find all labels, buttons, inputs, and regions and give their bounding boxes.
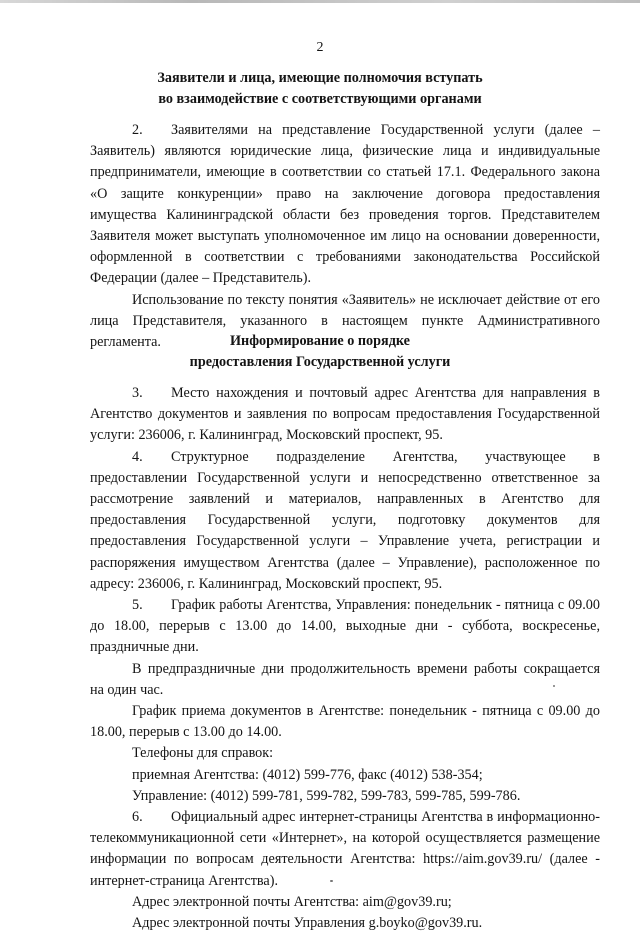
page-number: 2 — [316, 40, 324, 55]
paragraph-3: 3. Место нахождения и почтовый адрес Агентства для направления в Агентство документов и заявления по вопросам предоставления Государственной услуги: 236006, г. Калининград, Московский проспект, 95. — [90, 385, 600, 444]
paragraph-representative: Использование по тексту понятия «Заявитель» не исключает действие от его лица Представителя, указанного в настоящем пункте Административного регламента. — [90, 291, 600, 351]
section-body-information — [90, 383, 600, 934]
phone-department: Управление: (4012) 599-781, 599-782, 599-783, 599-785, 599-786. — [132, 787, 521, 804]
section-body-applicants — [90, 120, 600, 353]
scan-speck — [553, 685, 555, 687]
scan-edge-mark — [0, 0, 640, 3]
paragraph-5: 5. График работы Агентства, Управления: понедельник - пятница с 09.00 до 18.00, перерыв с 13.00 до 14.00, выходные дни - суббота, воскресенье, праздничные дни. — [90, 597, 600, 656]
phone-reception: приемная Агентства: (4012) 599-776, факс (4012) 538-354; — [132, 766, 483, 783]
paragraph-4: 4. Структурное подразделение Агентства, участвующее в предоставлении Государственной услуги и непосредственно ответственное за рассмотрение заявлений и материалов, направленных в Агентство для предоставления Государственной услуги, подготовку документов для предоставления Государственной услуги – Управление учета, регистрации и распоряжения имуществом Агентства (далее – Управление), расположенное по адресу: 236006, г. Калининград, Московский проспект, 95. — [90, 448, 600, 592]
paragraph-2: 2. Заявителями на представление Государственной услуги (далее – Заявитель) являются юридические лица, физические лица и индивидуальные предприниматели, имеющие в соответствии со статьей 17.1. Федерального закона «О защите конкуренции» право на заключение договора предоставления имущества Калининградской области без проведения торгов. Представителем Заявителя может выступать уполномоченное им лицо на основании доверенности, оформленной в соответствии с требованиями законодательства Российской Федерации (далее – Представитель). — [90, 122, 600, 287]
scan-speck — [330, 880, 333, 882]
section-heading-information — [0, 331, 640, 373]
paragraph-pre-holiday: В предпраздничные дни продолжительность времени работы сокращается на один час. — [90, 660, 600, 698]
phones-label: Телефоны для справок: — [132, 745, 274, 762]
paragraph-reception-schedule: График приема документов в Агентстве: понедельник - пятница с 09.00 до 18.00, перерыв с 13.00 до 14.00. — [90, 703, 600, 741]
section-heading-applicants — [0, 68, 640, 110]
paragraph-6: 6. Официальный адрес интернет-страницы Агентства в информационно-телекоммуникационной сети «Интернет», на которой осуществляется размещение информации по вопросам деятельности Агентства: https://aim.gov39.ru/ (далее - интернет-страница Агентства). — [90, 809, 600, 889]
heading-line: Заявители и лица, имеющие полномочия вступать — [157, 70, 483, 86]
heading-line: предоставления Государственной услуги — [189, 354, 451, 371]
email-department: Адрес электронной почты Управления g.boyko@gov39.ru. — [132, 915, 483, 932]
email-agency: Адрес электронной почты Агентства: aim@gov39.ru; — [132, 893, 452, 910]
heading-line: Информирование о порядке — [230, 333, 410, 349]
heading-line: во взаимодействие с соответствующими органами — [158, 91, 482, 108]
